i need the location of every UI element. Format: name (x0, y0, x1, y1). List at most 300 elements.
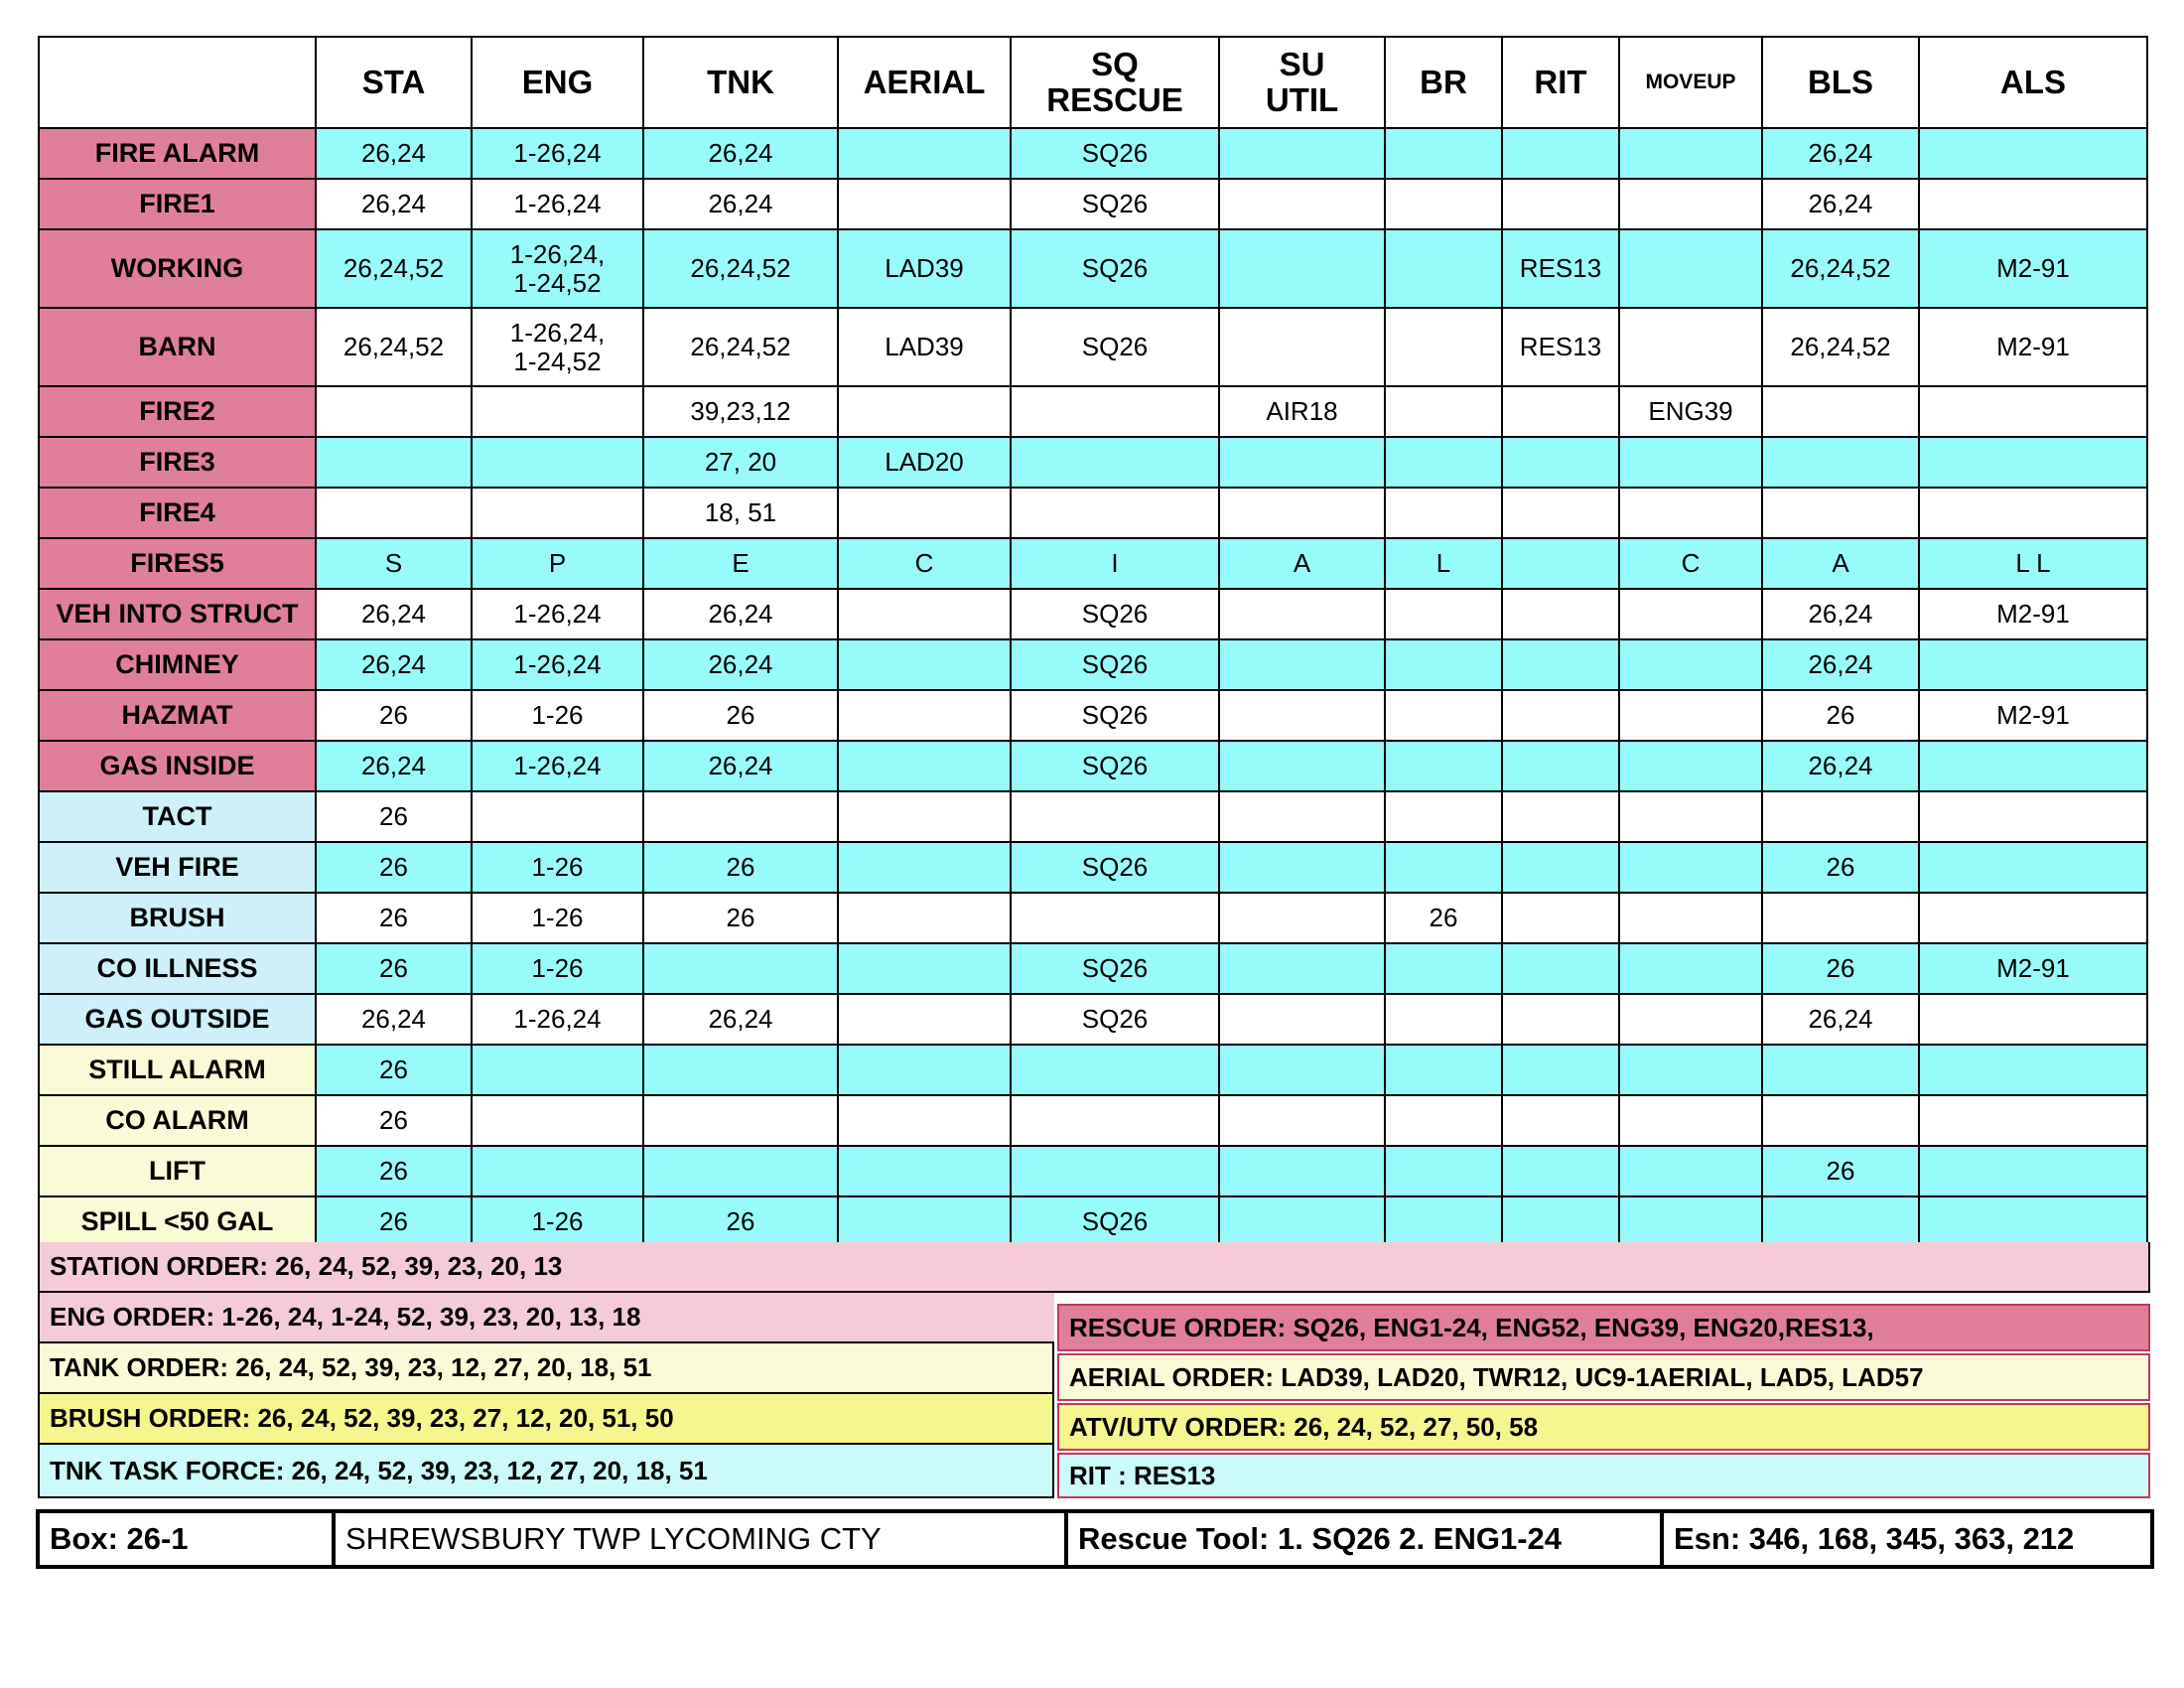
assignment-cell: 26 (1762, 690, 1919, 741)
assignment-cell: 1-26,24, 1-24,52 (472, 229, 643, 308)
assignment-cell (838, 1045, 1011, 1095)
assignment-cell: C (838, 538, 1011, 589)
assignment-cell (1219, 690, 1385, 741)
assignment-cell (1385, 791, 1502, 842)
table-row (39, 538, 2147, 589)
assignment-cell (1502, 128, 1619, 179)
column-header: SU UTIL (1219, 37, 1385, 128)
assignment-cell (1011, 488, 1219, 538)
assignment-cell: 26,24 (643, 128, 838, 179)
assignment-cell (1919, 128, 2147, 179)
assignment-cell (316, 437, 472, 488)
assignment-cell (1762, 437, 1919, 488)
incident-type-label: BARN (39, 308, 316, 386)
assignment-cell (1919, 994, 2147, 1045)
assignment-cell (1619, 639, 1762, 690)
assignment-cell: P (472, 538, 643, 589)
assignment-cell (1385, 488, 1502, 538)
assignment-cell (1219, 437, 1385, 488)
assignment-cell (1762, 791, 1919, 842)
assignment-cell: SQ26 (1011, 179, 1219, 229)
rescue-order: RESCUE ORDER: SQ26, ENG1-24, ENG52, ENG39, ENG20,RES13, (1057, 1304, 2150, 1351)
assignment-cell: M2-91 (1919, 589, 2147, 639)
assignment-cell (316, 386, 472, 437)
incident-type-label: CHIMNEY (39, 639, 316, 690)
assignment-cell (1619, 179, 1762, 229)
assignment-cell (1219, 994, 1385, 1045)
assignment-cell (838, 128, 1011, 179)
header-corner (39, 37, 316, 128)
assignment-cell: SQ26 (1011, 842, 1219, 893)
area-name: SHREWSBURY TWP LYCOMING CTY (332, 1513, 1064, 1565)
assignment-cell (838, 179, 1011, 229)
column-header: ENG (472, 37, 643, 128)
table-row (39, 1196, 2147, 1247)
assignment-cell (1619, 1095, 1762, 1146)
assignment-cell (643, 1045, 838, 1095)
assignment-cell (1919, 842, 2147, 893)
assignment-cell (1219, 842, 1385, 893)
column-header: STA (316, 37, 472, 128)
dispatch-orders (38, 1242, 2150, 1498)
assignment-cell: M2-91 (1919, 943, 2147, 994)
incident-type-label: FIRES5 (39, 538, 316, 589)
assignment-cell: 1-26,24 (472, 589, 643, 639)
assignment-cell: 26,24 (1762, 128, 1919, 179)
assignment-cell (472, 1095, 643, 1146)
assignment-cell: SQ26 (1011, 994, 1219, 1045)
assignment-cell: 26,24 (316, 639, 472, 690)
assignment-cell (1502, 842, 1619, 893)
assignment-cell: SQ26 (1011, 308, 1219, 386)
assignment-cell (838, 488, 1011, 538)
assignment-cell: 26,24 (316, 589, 472, 639)
table-row (39, 893, 2147, 943)
assignment-cell (1219, 1095, 1385, 1146)
incident-type-label: BRUSH (39, 893, 316, 943)
assignment-cell (1619, 229, 1762, 308)
assignment-cell: 1-26,24 (472, 128, 643, 179)
column-header: ALS (1919, 37, 2147, 128)
run-card-table (38, 36, 2148, 1248)
assignment-cell: 26 (316, 1045, 472, 1095)
incident-type-label: FIRE1 (39, 179, 316, 229)
column-header: MOVEUP (1619, 37, 1762, 128)
assignment-cell (1219, 308, 1385, 386)
incident-type-label: VEH FIRE (39, 842, 316, 893)
assignment-cell (1619, 1196, 1762, 1247)
assignment-cell (1219, 893, 1385, 943)
assignment-cell: 27, 20 (643, 437, 838, 488)
assignment-cell: E (643, 538, 838, 589)
table-row (39, 1045, 2147, 1095)
assignment-cell: 26,24 (643, 639, 838, 690)
assignment-cell (1385, 308, 1502, 386)
assignment-cell: SQ26 (1011, 229, 1219, 308)
assignment-cell (1619, 308, 1762, 386)
footer-bar (36, 1509, 2154, 1569)
assignment-cell: 26,24 (316, 179, 472, 229)
assignment-cell (838, 994, 1011, 1045)
assignment-cell (1011, 791, 1219, 842)
assignment-cell (838, 943, 1011, 994)
assignment-cell: I (1011, 538, 1219, 589)
assignment-cell (643, 1095, 838, 1146)
assignment-cell: 26,24 (643, 179, 838, 229)
assignment-cell: RES13 (1502, 229, 1619, 308)
assignment-cell (1502, 437, 1619, 488)
assignment-cell (838, 1196, 1011, 1247)
assignment-cell: SQ26 (1011, 943, 1219, 994)
assignment-cell: 26,24 (1762, 589, 1919, 639)
assignment-cell (1919, 639, 2147, 690)
assignment-cell: 18, 51 (643, 488, 838, 538)
assignment-cell (1385, 1045, 1502, 1095)
assignment-cell (643, 791, 838, 842)
assignment-cell (1385, 589, 1502, 639)
column-header: TNK (643, 37, 838, 128)
assignment-cell: 26,24 (1762, 994, 1919, 1045)
assignment-cell (1919, 1095, 2147, 1146)
assignment-cell: 1-26 (472, 1196, 643, 1247)
assignment-cell (1619, 893, 1762, 943)
assignment-cell (1619, 842, 1762, 893)
assignment-cell (1011, 893, 1219, 943)
assignment-cell (1385, 229, 1502, 308)
assignment-cell: LAD20 (838, 437, 1011, 488)
assignment-cell (1619, 791, 1762, 842)
assignment-cell (1011, 386, 1219, 437)
assignment-cell: 26 (316, 893, 472, 943)
assignment-cell: 26 (1762, 943, 1919, 994)
assignment-cell: 26 (643, 842, 838, 893)
assignment-cell (1762, 893, 1919, 943)
assignment-cell (1762, 1045, 1919, 1095)
assignment-cell (1011, 1095, 1219, 1146)
incident-type-label: FIRE2 (39, 386, 316, 437)
assignment-cell: 1-26 (472, 893, 643, 943)
assignment-cell (1762, 1095, 1919, 1146)
station-order: STATION ORDER: 26, 24, 52, 39, 23, 20, 13 (38, 1242, 2150, 1293)
assignment-cell (1502, 690, 1619, 741)
assignment-cell (1219, 1045, 1385, 1095)
assignment-cell: LAD39 (838, 229, 1011, 308)
assignment-cell (1919, 893, 2147, 943)
assignment-cell: LAD39 (838, 308, 1011, 386)
assignment-cell: 1-26,24 (472, 994, 643, 1045)
brush-order: BRUSH ORDER: 26, 24, 52, 39, 23, 27, 12, 20, 51, 50 (38, 1394, 1054, 1445)
assignment-cell (838, 690, 1011, 741)
rit-order: RIT : RES13 (1057, 1453, 2150, 1498)
assignment-cell (472, 791, 643, 842)
assignment-cell (472, 386, 643, 437)
assignment-cell: ENG39 (1619, 386, 1762, 437)
box-number: Box: 26-1 (50, 1521, 189, 1556)
assignment-cell (838, 791, 1011, 842)
assignment-cell: 1-26,24 (472, 741, 643, 791)
assignment-cell: 1-26 (472, 690, 643, 741)
esn-list: Esn: 346, 168, 345, 363, 212 (1660, 1513, 2150, 1565)
assignment-cell (1219, 1146, 1385, 1196)
assignment-cell: 26,24 (643, 589, 838, 639)
assignment-cell (1219, 639, 1385, 690)
assignment-cell: 1-26,24 (472, 639, 643, 690)
assignment-cell (838, 386, 1011, 437)
assignment-cell: SQ26 (1011, 589, 1219, 639)
assignment-cell (1619, 1045, 1762, 1095)
assignment-cell (1502, 538, 1619, 589)
column-header: RIT (1502, 37, 1619, 128)
assignment-cell: 1-26,24 (472, 179, 643, 229)
assignment-cell (472, 437, 643, 488)
assignment-cell (1619, 943, 1762, 994)
incident-type-label: CO ILLNESS (39, 943, 316, 994)
table-body (39, 128, 2147, 1247)
assignment-cell (1919, 488, 2147, 538)
assignment-cell: 39,23,12 (643, 386, 838, 437)
column-header: BR (1385, 37, 1502, 128)
assignment-cell: 1-26 (472, 842, 643, 893)
assignment-cell (1385, 1146, 1502, 1196)
column-header: BLS (1762, 37, 1919, 128)
assignment-cell (1219, 1196, 1385, 1247)
table-row (39, 308, 2147, 386)
assignment-cell (643, 1146, 838, 1196)
assignment-cell: 26 (316, 943, 472, 994)
assignment-cell: L (1385, 538, 1502, 589)
header-row (39, 37, 2147, 128)
column-header: AERIAL (838, 37, 1011, 128)
assignment-cell: 26,24,52 (1762, 229, 1919, 308)
assignment-cell (1619, 128, 1762, 179)
assignment-cell (1385, 1196, 1502, 1247)
assignment-cell (1502, 893, 1619, 943)
assignment-cell: 1-26,24, 1-24,52 (472, 308, 643, 386)
assignment-cell (1219, 179, 1385, 229)
assignment-cell (1919, 1196, 2147, 1247)
table-row (39, 994, 2147, 1045)
assignment-cell: 26,24,52 (316, 308, 472, 386)
assignment-cell (1502, 386, 1619, 437)
table-row (39, 589, 2147, 639)
assignment-cell: 26 (316, 1146, 472, 1196)
assignment-cell (838, 589, 1011, 639)
incident-type-label: HAZMAT (39, 690, 316, 741)
assignment-cell (1619, 994, 1762, 1045)
assignment-cell: SQ26 (1011, 128, 1219, 179)
assignment-cell: 26 (316, 842, 472, 893)
assignment-cell: 1-26 (472, 943, 643, 994)
assignment-cell: 26,24,52 (643, 229, 838, 308)
assignment-cell (1502, 1196, 1619, 1247)
assignment-cell: 26,24 (1762, 639, 1919, 690)
assignment-cell: C (1619, 538, 1762, 589)
assignment-cell (1919, 741, 2147, 791)
assignment-cell (1502, 791, 1619, 842)
assignment-cell (1502, 1095, 1619, 1146)
assignment-cell: AIR18 (1219, 386, 1385, 437)
assignment-cell (1385, 741, 1502, 791)
assignment-cell (838, 1095, 1011, 1146)
assignment-cell (1011, 437, 1219, 488)
assignment-cell (472, 1146, 643, 1196)
assignment-cell: 26 (316, 1196, 472, 1247)
assignment-cell (1502, 1146, 1619, 1196)
assignment-cell (1219, 741, 1385, 791)
assignment-cell (1011, 1146, 1219, 1196)
assignment-cell (1919, 1045, 2147, 1095)
assignment-cell: 26,24 (1762, 741, 1919, 791)
assignment-cell (1219, 589, 1385, 639)
assignment-cell (1762, 386, 1919, 437)
assignment-cell: 26,24 (643, 994, 838, 1045)
assignment-cell (1385, 437, 1502, 488)
tnk-task-force: TNK TASK FORCE: 26, 24, 52, 39, 23, 12, 27, 20, 18, 51 (38, 1445, 1054, 1498)
assignment-cell: 26 (643, 1196, 838, 1247)
assignment-cell (1502, 1045, 1619, 1095)
assignment-cell: M2-91 (1919, 229, 2147, 308)
table-row (39, 639, 2147, 690)
assignment-cell (1385, 639, 1502, 690)
assignment-cell (1502, 741, 1619, 791)
table-row (39, 386, 2147, 437)
assignment-cell: 26 (316, 791, 472, 842)
assignment-cell (838, 893, 1011, 943)
assignment-cell: 26 (316, 690, 472, 741)
assignment-cell (1219, 128, 1385, 179)
assignment-cell (1619, 741, 1762, 791)
assignment-cell: 26,24 (1762, 179, 1919, 229)
column-header: SQ RESCUE (1011, 37, 1219, 128)
assignment-cell: 26,24,52 (643, 308, 838, 386)
table-row (39, 229, 2147, 308)
table-row (39, 690, 2147, 741)
assignment-cell (472, 488, 643, 538)
assignment-cell (1762, 1196, 1919, 1247)
assignment-cell (1619, 690, 1762, 741)
incident-type-label: TACT (39, 791, 316, 842)
assignment-cell: RES13 (1502, 308, 1619, 386)
assignment-cell (1219, 488, 1385, 538)
assignment-cell (472, 1045, 643, 1095)
assignment-cell (1385, 386, 1502, 437)
assignment-cell (1919, 437, 2147, 488)
table-row (39, 791, 2147, 842)
assignment-cell (1502, 179, 1619, 229)
assignment-cell (1919, 386, 2147, 437)
assignment-cell: L L (1919, 538, 2147, 589)
assignment-cell: S (316, 538, 472, 589)
assignment-cell (316, 488, 472, 538)
assignment-cell: 26 (316, 1095, 472, 1146)
assignment-cell (1385, 994, 1502, 1045)
assignment-cell (838, 1146, 1011, 1196)
table-row (39, 179, 2147, 229)
table-row (39, 943, 2147, 994)
incident-type-label: FIRE ALARM (39, 128, 316, 179)
assignment-cell (1011, 1045, 1219, 1095)
assignment-cell: SQ26 (1011, 639, 1219, 690)
assignment-cell: 26,24,52 (1762, 308, 1919, 386)
assignment-cell (1385, 1095, 1502, 1146)
assignment-cell (1762, 488, 1919, 538)
assignment-cell (1619, 1146, 1762, 1196)
assignment-cell (1219, 943, 1385, 994)
table-row (39, 488, 2147, 538)
assignment-cell (1385, 179, 1502, 229)
eng-order: ENG ORDER: 1-26, 24, 1-24, 52, 39, 23, 20, 13, 18 (38, 1293, 1054, 1343)
aerial-order: AERIAL ORDER: LAD39, LAD20, TWR12, UC9-1AERIAL, LAD5, LAD57 (1057, 1353, 2150, 1401)
assignment-cell: A (1762, 538, 1919, 589)
incident-type-label: WORKING (39, 229, 316, 308)
assignment-cell (838, 741, 1011, 791)
assignment-cell (643, 943, 838, 994)
incident-type-label: LIFT (39, 1146, 316, 1196)
assignment-cell (1502, 488, 1619, 538)
assignment-cell (1219, 229, 1385, 308)
assignment-cell (1919, 1146, 2147, 1196)
assignment-cell: A (1219, 538, 1385, 589)
assignment-cell: 26,24 (316, 994, 472, 1045)
table-row (39, 1146, 2147, 1196)
assignment-cell (1919, 791, 2147, 842)
assignment-cell: SQ26 (1011, 741, 1219, 791)
assignment-cell (1219, 791, 1385, 842)
assignment-cell: 26,24 (316, 128, 472, 179)
table-row (39, 128, 2147, 179)
assignment-cell (1619, 488, 1762, 538)
assignment-cell (1385, 690, 1502, 741)
incident-type-label: SPILL <50 GAL (39, 1196, 316, 1247)
rescue-tool: Rescue Tool: 1. SQ26 2. ENG1-24 (1064, 1513, 1660, 1565)
assignment-cell (1619, 437, 1762, 488)
assignment-cell (838, 842, 1011, 893)
table-row (39, 741, 2147, 791)
table-row (39, 842, 2147, 893)
assignment-cell: 26 (1385, 893, 1502, 943)
assignment-cell: 26,24 (316, 741, 472, 791)
table-row (39, 437, 2147, 488)
incident-type-label: GAS OUTSIDE (39, 994, 316, 1045)
incident-type-label: FIRE3 (39, 437, 316, 488)
incident-type-label: STILL ALARM (39, 1045, 316, 1095)
assignment-cell (838, 639, 1011, 690)
assignment-cell (1619, 589, 1762, 639)
assignment-cell: 26 (643, 690, 838, 741)
assignment-cell: 26 (643, 893, 838, 943)
assignment-cell (1502, 589, 1619, 639)
assignment-cell (1385, 842, 1502, 893)
assignment-cell: 26,24 (643, 741, 838, 791)
assignment-cell: 26 (1762, 842, 1919, 893)
assignment-cell (1502, 994, 1619, 1045)
assignment-cell (1502, 943, 1619, 994)
table-row (39, 1095, 2147, 1146)
incident-type-label: FIRE4 (39, 488, 316, 538)
assignment-cell: 26,24,52 (316, 229, 472, 308)
assignment-cell (1502, 639, 1619, 690)
assignment-cell: M2-91 (1919, 690, 2147, 741)
assignment-cell: SQ26 (1011, 690, 1219, 741)
assignment-cell: SQ26 (1011, 1196, 1219, 1247)
assignment-cell (1919, 179, 2147, 229)
assignment-cell (1385, 128, 1502, 179)
assignment-cell (1385, 943, 1502, 994)
incident-type-label: CO ALARM (39, 1095, 316, 1146)
incident-type-label: GAS INSIDE (39, 741, 316, 791)
atv-utv-order: ATV/UTV ORDER: 26, 24, 52, 27, 50, 58 (1057, 1403, 2150, 1451)
incident-type-label: VEH INTO STRUCT (39, 589, 316, 639)
